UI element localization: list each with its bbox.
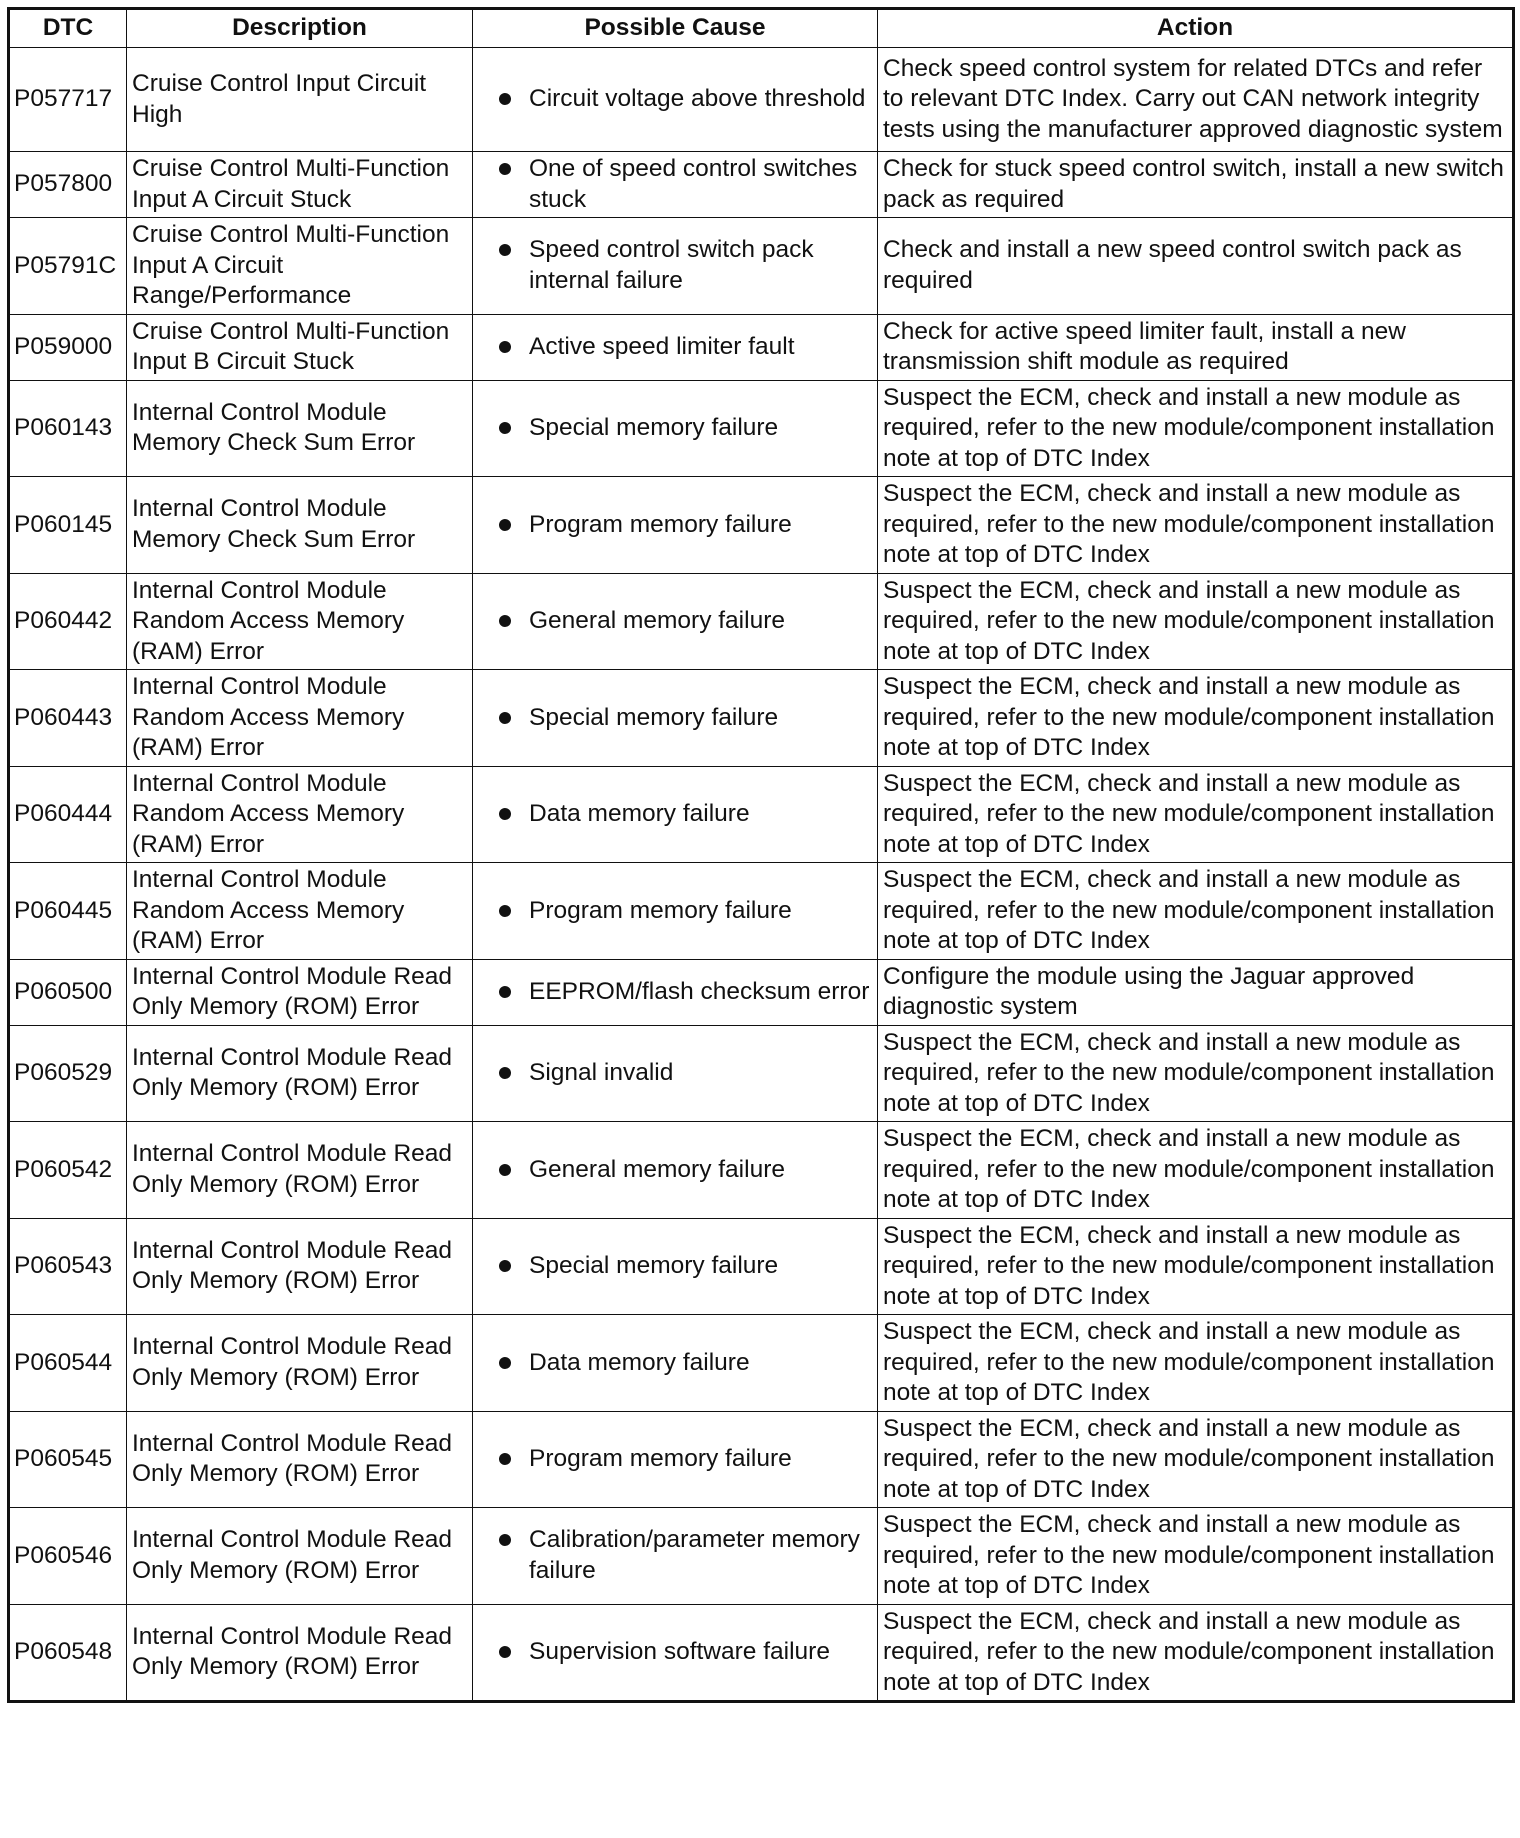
cause-item <box>478 413 872 444</box>
bullet-dot-icon <box>499 422 511 434</box>
dtc-code: P057800 <box>9 152 127 218</box>
possible-cause-cell <box>473 380 878 477</box>
dtc-description: Internal Control Module Read Only Memory (ROM) Error <box>127 1604 473 1702</box>
possible-cause-text: Special memory failure <box>529 414 779 441</box>
possible-cause-cell <box>473 1508 878 1605</box>
dtc-code: P060545 <box>9 1411 127 1508</box>
dtc-description: Internal Control Module Read Only Memory (ROM) Error <box>127 1508 473 1605</box>
possible-cause-text: Program memory failure <box>529 896 792 924</box>
dtc-code: P059000 <box>9 314 127 380</box>
action-text: Suspect the ECM, check and install a new module as required, refer to the new module/component installation note at top of DTC Index <box>878 1315 1514 1412</box>
header-dtc: DTC <box>9 9 127 48</box>
table-row <box>9 218 1514 315</box>
action-text: Check speed control system for related DTCs and refer to relevant DTC Index. Carry out CAN network integrity tests using the manufacturer approved diagnostic system <box>878 48 1514 152</box>
bullet-dot-icon <box>499 1357 511 1369</box>
possible-cause-text: General memory failure <box>529 607 785 634</box>
possible-cause-cell <box>473 670 878 767</box>
dtc-code: P060442 <box>9 573 127 670</box>
dtc-code: P060500 <box>9 959 127 1025</box>
table-row <box>9 863 1514 960</box>
possible-cause-cell <box>473 314 878 380</box>
possible-cause-text: Calibration/parameter memory failure <box>529 1526 860 1584</box>
action-text: Check for active speed limiter fault, install a new transmission shift module as required <box>878 314 1514 380</box>
dtc-description: Internal Control Module Memory Check Sum Error <box>127 477 473 574</box>
possible-cause-text: Program memory failure <box>529 510 792 538</box>
dtc-table <box>7 7 1515 1703</box>
bullet-dot-icon <box>499 1646 511 1658</box>
possible-cause-text: Supervision software failure <box>529 1638 830 1665</box>
action-text: Suspect the ECM, check and install a new module as required, refer to the new module/component installation note at top of DTC Index <box>878 1218 1514 1315</box>
dtc-code: P060529 <box>9 1025 127 1122</box>
action-text: Check for stuck speed control switch, install a new switch pack as required <box>878 152 1514 218</box>
possible-cause-cell <box>473 218 878 315</box>
bullet-dot-icon <box>499 808 511 820</box>
dtc-code: P060145 <box>9 477 127 574</box>
cause-item <box>478 235 872 296</box>
dtc-code: P060546 <box>9 1508 127 1605</box>
possible-cause-cell <box>473 1025 878 1122</box>
possible-cause-cell <box>473 766 878 863</box>
possible-cause-cell <box>473 48 878 152</box>
action-text: Suspect the ECM, check and install a new module as required, refer to the new module/component installation note at top of DTC Index <box>878 1122 1514 1219</box>
possible-cause-text: One of speed control switches stuck <box>529 155 858 213</box>
action-text: Suspect the ECM, check and install a new module as required, refer to the new module/component installation note at top of DTC Index <box>878 573 1514 670</box>
cause-item <box>478 84 872 115</box>
table-body <box>9 48 1514 1702</box>
cause-item <box>478 1058 872 1089</box>
dtc-code: P060444 <box>9 766 127 863</box>
dtc-code: P060548 <box>9 1604 127 1702</box>
dtc-code: P05791C <box>9 218 127 315</box>
possible-cause-cell <box>473 1411 878 1508</box>
dtc-description: Internal Control Module Read Only Memory (ROM) Error <box>127 1315 473 1412</box>
bullet-dot-icon <box>499 986 511 998</box>
dtc-code: P057717 <box>9 48 127 152</box>
table-row <box>9 1315 1514 1412</box>
header-action: Action <box>878 9 1514 48</box>
bullet-dot-icon <box>499 1164 511 1176</box>
possible-cause-text: Program memory failure <box>529 1445 792 1472</box>
table-row <box>9 1218 1514 1315</box>
bullet-dot-icon <box>499 93 511 105</box>
cause-item <box>478 154 872 215</box>
action-text: Suspect the ECM, check and install a new module as required, refer to the new module/component installation note at top of DTC Index <box>878 863 1514 960</box>
cause-item <box>478 896 872 927</box>
dtc-description: Internal Control Module Read Only Memory (ROM) Error <box>127 1122 473 1219</box>
cause-item <box>478 332 872 363</box>
cause-item <box>478 1525 872 1586</box>
dtc-code: P060544 <box>9 1315 127 1412</box>
cause-item <box>478 1444 872 1475</box>
possible-cause-cell <box>473 863 878 960</box>
table-row <box>9 1604 1514 1702</box>
table-row <box>9 380 1514 477</box>
dtc-code: P060443 <box>9 670 127 767</box>
cause-item <box>478 799 872 830</box>
dtc-description: Internal Control Module Random Access Memory (RAM) Error <box>127 766 473 863</box>
action-text: Suspect the ECM, check and install a new module as required, refer to the new module/component installation note at top of DTC Index <box>878 380 1514 477</box>
dtc-description: Internal Control Module Read Only Memory (ROM) Error <box>127 1218 473 1315</box>
bullet-dot-icon <box>499 244 511 256</box>
cause-item <box>478 977 872 1008</box>
bullet-dot-icon <box>499 1260 511 1272</box>
possible-cause-text: Circuit voltage above threshold <box>529 85 866 113</box>
dtc-description: Internal Control Module Random Access Memory (RAM) Error <box>127 670 473 767</box>
bullet-dot-icon <box>499 1534 511 1546</box>
dtc-code: P060542 <box>9 1122 127 1219</box>
table-row <box>9 1508 1514 1605</box>
bullet-dot-icon <box>499 712 511 724</box>
dtc-description: Cruise Control Multi-Function Input A Circuit Range/Performance <box>127 218 473 315</box>
dtc-code: P060543 <box>9 1218 127 1315</box>
header-description: Description <box>127 9 473 48</box>
bullet-dot-icon <box>499 1067 511 1079</box>
possible-cause-text: Speed control switch pack internal failure <box>529 236 814 294</box>
bullet-dot-icon <box>499 1453 511 1465</box>
possible-cause-cell <box>473 959 878 1025</box>
possible-cause-text: EEPROM/flash checksum error <box>529 977 870 1005</box>
dtc-description: Internal Control Module Read Only Memory (ROM) Error <box>127 1411 473 1508</box>
possible-cause-cell <box>473 477 878 574</box>
action-text: Suspect the ECM, check and install a new module as required, refer to the new module/component installation note at top of DTC Index <box>878 477 1514 574</box>
cause-item <box>478 1155 872 1186</box>
bullet-dot-icon <box>499 905 511 917</box>
action-text: Suspect the ECM, check and install a new module as required, refer to the new module/component installation note at top of DTC Index <box>878 1604 1514 1702</box>
dtc-description: Internal Control Module Read Only Memory (ROM) Error <box>127 1025 473 1122</box>
table-row <box>9 1122 1514 1219</box>
cause-item <box>478 606 872 637</box>
bullet-dot-icon <box>499 163 511 175</box>
cause-item <box>478 1348 872 1379</box>
possible-cause-cell <box>473 1218 878 1315</box>
dtc-description: Internal Control Module Random Access Memory (RAM) Error <box>127 573 473 670</box>
table-row <box>9 314 1514 380</box>
table-header <box>9 9 1514 48</box>
possible-cause-text: Data memory failure <box>529 800 750 827</box>
cause-item <box>478 1637 872 1668</box>
table-row <box>9 1411 1514 1508</box>
table-row <box>9 48 1514 152</box>
possible-cause-cell <box>473 1604 878 1702</box>
table-row <box>9 477 1514 574</box>
possible-cause-text: Data memory failure <box>529 1348 750 1376</box>
bullet-dot-icon <box>499 519 511 531</box>
possible-cause-cell <box>473 152 878 218</box>
action-text: Check and install a new speed control switch pack as required <box>878 218 1514 315</box>
bullet-dot-icon <box>499 615 511 627</box>
table-row <box>9 1025 1514 1122</box>
possible-cause-text: Signal invalid <box>529 1059 674 1086</box>
action-text: Suspect the ECM, check and install a new module as required, refer to the new module/component installation note at top of DTC Index <box>878 766 1514 863</box>
possible-cause-cell <box>473 573 878 670</box>
table-row <box>9 766 1514 863</box>
table-row <box>9 959 1514 1025</box>
action-text: Suspect the ECM, check and install a new module as required, refer to the new module/component installation note at top of DTC Index <box>878 1411 1514 1508</box>
header-possible-cause: Possible Cause <box>473 9 878 48</box>
cause-item <box>478 1251 872 1282</box>
possible-cause-text: Special memory failure <box>529 1252 779 1279</box>
dtc-code: P060445 <box>9 863 127 960</box>
cause-item <box>478 510 872 541</box>
possible-cause-cell <box>473 1315 878 1412</box>
action-text: Suspect the ECM, check and install a new module as required, refer to the new module/component installation note at top of DTC Index <box>878 1508 1514 1605</box>
bullet-dot-icon <box>499 341 511 353</box>
dtc-description: Cruise Control Multi-Function Input A Circuit Stuck <box>127 152 473 218</box>
dtc-description: Cruise Control Input Circuit High <box>127 48 473 152</box>
header-row <box>9 9 1514 48</box>
possible-cause-cell <box>473 1122 878 1219</box>
table-row <box>9 670 1514 767</box>
cause-item <box>478 703 872 734</box>
dtc-description: Internal Control Module Random Access Memory (RAM) Error <box>127 863 473 960</box>
dtc-description: Internal Control Module Memory Check Sum Error <box>127 380 473 477</box>
possible-cause-text: Special memory failure <box>529 703 779 731</box>
possible-cause-text: General memory failure <box>529 1155 785 1183</box>
action-text: Suspect the ECM, check and install a new module as required, refer to the new module/component installation note at top of DTC Index <box>878 670 1514 767</box>
table-row <box>9 152 1514 218</box>
action-text: Configure the module using the Jaguar approved diagnostic system <box>878 959 1514 1025</box>
dtc-description: Cruise Control Multi-Function Input B Circuit Stuck <box>127 314 473 380</box>
dtc-description: Internal Control Module Read Only Memory (ROM) Error <box>127 959 473 1025</box>
possible-cause-text: Active speed limiter fault <box>529 332 795 360</box>
dtc-code: P060143 <box>9 380 127 477</box>
table-row <box>9 573 1514 670</box>
action-text: Suspect the ECM, check and install a new module as required, refer to the new module/component installation note at top of DTC Index <box>878 1025 1514 1122</box>
